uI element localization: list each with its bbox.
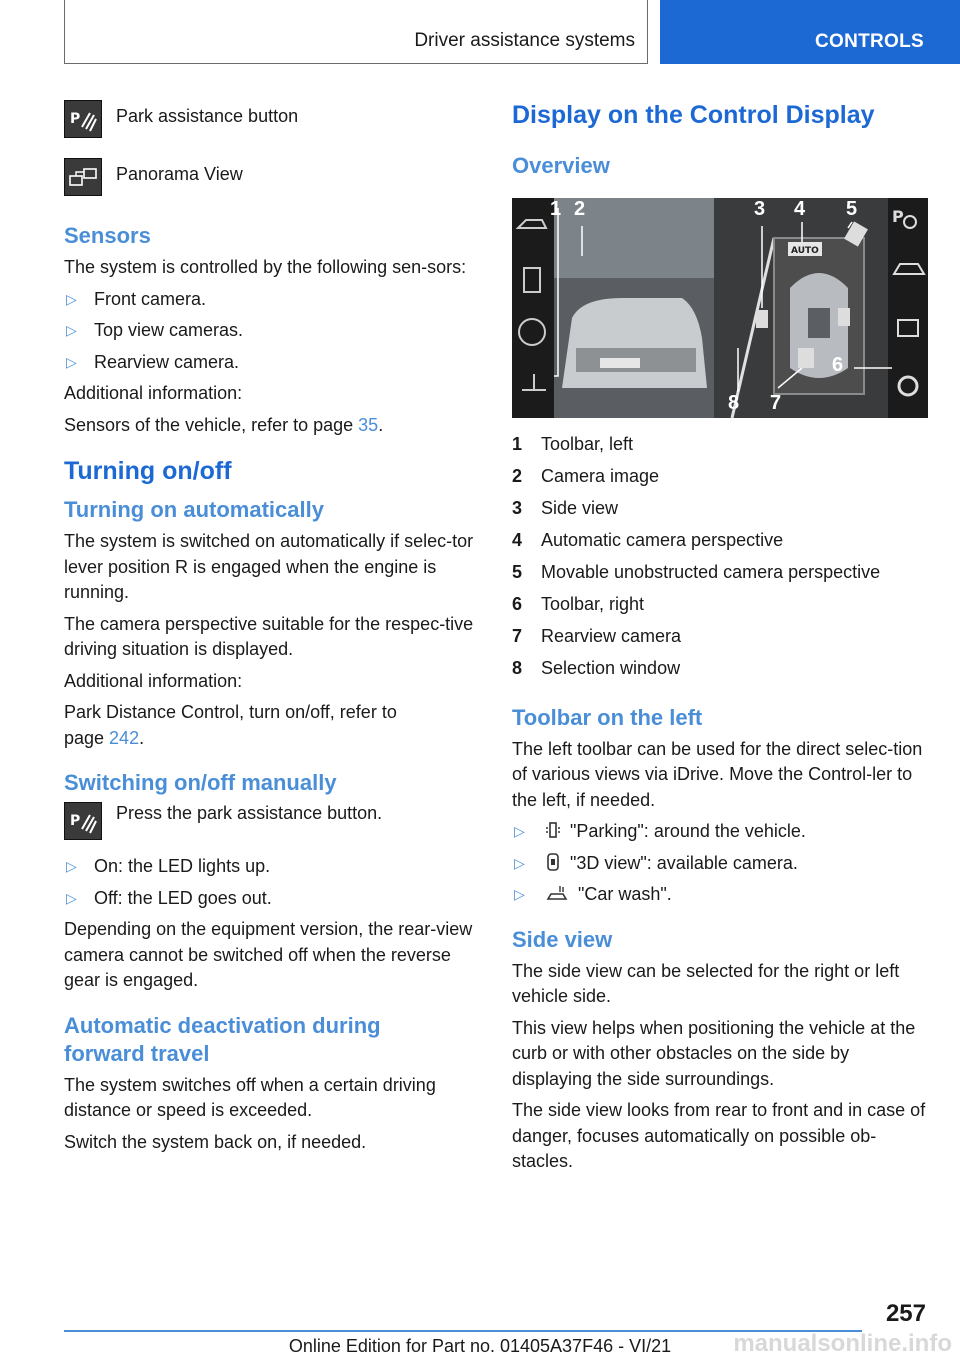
auto-paragraph-2: The camera perspective suitable for the respec-tive driving situation is displayed. <box>64 613 474 659</box>
callout-3: 3 <box>754 198 766 220</box>
svg-text:P: P <box>70 111 81 127</box>
svg-text:P: P <box>70 813 81 829</box>
side-view-heading: Side view <box>512 926 613 952</box>
list-item: ▷ "3D view": available camera. <box>512 851 930 877</box>
side-view-paragraph-1: The side view can be selected for the right or left vehicle side. <box>512 960 900 1006</box>
legend-item: 1 Toolbar, left <box>512 434 634 454</box>
legend-list <box>512 432 930 682</box>
callout-2: 2 <box>574 198 586 220</box>
turning-heading: Turning on/off <box>64 457 232 485</box>
manual-paragraph: Depending on the equipment version, the rear-view camera cannot be switched off when the reverse gear is engaged. <box>64 919 473 990</box>
right-column <box>512 100 930 1181</box>
icon-row-label: Press the park assistance button. <box>116 803 383 823</box>
side-view-paragraph-2: This view helps when positioning the vehicle at the curb or with other obstacles on the side by displaying the side surroundings. <box>512 1017 916 1089</box>
toolbar-paragraph: The left toolbar can be used for the direct selec-tion of various views via iDrive. Move the Control-ler to the left, if needed. <box>512 738 923 810</box>
list-item: ▷ Top view cameras. <box>64 318 476 344</box>
3d-view-icon <box>542 852 564 872</box>
triangle-bullet-icon: ▷ <box>514 886 525 902</box>
auto-paragraph-1: The system is switched on automatically if selec-tor lever position R is engaged when the engine is running. <box>64 531 474 602</box>
left-column <box>64 100 476 1161</box>
legend-item: 8 Selection window <box>512 658 681 678</box>
header-section-title: Driver assistance systems <box>414 30 635 51</box>
pdc-reference: Park Distance Control, turn on/off, refer to page 242. <box>64 702 397 748</box>
car-wash-icon <box>542 883 572 903</box>
triangle-bullet-icon: ▷ <box>66 858 77 874</box>
control-display-screenshot <box>512 198 928 418</box>
side-view-paragraph-3: The side view looks from rear to front and in case of danger, focuses automatically on possible ob-stacles. <box>512 1100 926 1171</box>
parking-view-icon <box>542 820 564 840</box>
callout-4: 4 <box>794 198 806 220</box>
toolbar-left-heading: Toolbar on the left <box>512 704 703 730</box>
list-item: ▷ On: the LED lights up. <box>64 854 476 880</box>
legend-item: 3 Side view <box>512 498 619 518</box>
toolbar-list <box>512 819 930 908</box>
page-number: 257 <box>885 1300 926 1327</box>
manual-list <box>64 854 476 911</box>
page-link-35[interactable]: 35 <box>358 414 379 435</box>
page-link-242[interactable]: 242 <box>109 727 140 748</box>
auto-heading: Turning on automatically <box>64 497 324 522</box>
sensors-list <box>64 287 476 376</box>
sensors-intro: The system is controlled by the following sen-sors: <box>64 257 467 277</box>
triangle-bullet-icon: ▷ <box>66 290 77 307</box>
icon-row-label: Park assistance button <box>116 106 299 126</box>
triangle-bullet-icon: ▷ <box>66 353 77 370</box>
watermark: manualsonline.info <box>733 1330 952 1357</box>
list-item: ▷ "Parking": around the vehicle. <box>512 819 930 845</box>
display-heading: Display on the Control Display <box>512 101 875 129</box>
additional-info-label: Additional information: <box>64 670 243 691</box>
icon-row-panorama-view <box>64 158 476 196</box>
legend-item: 5 Movable unobstructed camera perspective <box>512 562 881 582</box>
header-section-box <box>64 0 648 64</box>
legend-item: 6 Toolbar, right <box>512 594 645 614</box>
park-assist-icon <box>64 802 102 840</box>
callout-6: 6 <box>832 354 844 376</box>
sensors-reference: Sensors of the vehicle, refer to page 35. <box>64 414 384 435</box>
callout-7: 7 <box>770 392 782 414</box>
panorama-view-icon <box>64 158 102 196</box>
list-item: ▷ Off: the LED goes out. <box>64 886 476 912</box>
list-item: ▷ "Car wash". <box>512 882 930 908</box>
triangle-bullet-icon: ▷ <box>66 322 77 338</box>
header-tab-controls[interactable] <box>660 0 960 64</box>
deactivation-heading: Automatic deactivation during forward travel <box>64 1012 381 1066</box>
header-tab-label: CONTROLS <box>815 31 925 52</box>
deactivation-paragraph-2: Switch the system back on, if needed. <box>64 1131 367 1152</box>
legend-item: 4 Automatic camera perspective <box>512 530 784 550</box>
icon-row-manual <box>64 802 476 840</box>
triangle-bullet-icon: ▷ <box>514 854 525 871</box>
overview-heading: Overview <box>512 153 610 178</box>
svg-text:P: P <box>892 207 904 226</box>
callout-8: 8 <box>728 392 740 414</box>
park-assist-icon <box>64 100 102 138</box>
legend-item: 2 Camera image <box>512 466 660 486</box>
manual-heading: Switching on/off manually <box>64 770 337 795</box>
sensors-heading: Sensors <box>64 223 151 248</box>
triangle-bullet-icon: ▷ <box>514 823 525 839</box>
additional-info-label: Additional information: <box>64 383 243 403</box>
callout-1: 1 <box>550 198 562 220</box>
callout-5: 5 <box>846 198 858 220</box>
triangle-bullet-icon: ▷ <box>66 889 77 906</box>
icon-row-park-assist <box>64 100 476 138</box>
screen-auto-label: AUTO <box>791 246 819 256</box>
list-item: ▷ Front camera. <box>64 287 476 313</box>
deactivation-paragraph-1: The system switches off when a certain driving distance or speed is exceeded. <box>64 1074 436 1120</box>
footer-edition: Online Edition for Part no. 01405A37F46 - VI/21 <box>288 1336 672 1356</box>
list-item: ▷ Rearview camera. <box>64 350 476 376</box>
legend-item: 7 Rearview camera <box>512 626 682 646</box>
icon-row-label: Panorama View <box>116 164 243 184</box>
